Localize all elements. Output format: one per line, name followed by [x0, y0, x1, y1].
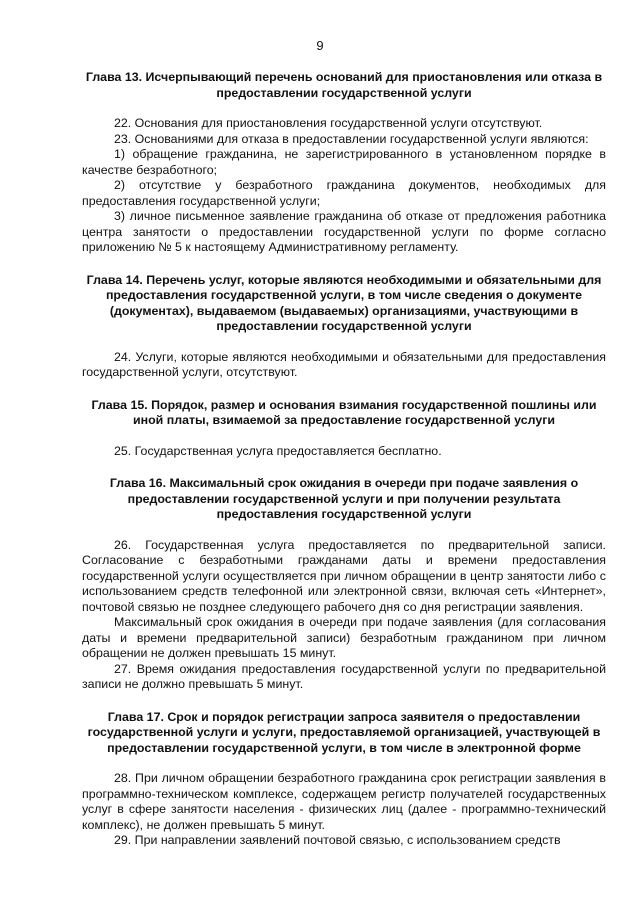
paragraph: 28. При личном обращении безработного гражданина срок регистрации заявления в программно-техническом комплексе, содержащем регистр получателей государственных услуг в сфере занятости населения - физических лиц (далее - программно-технический комплекс), не должен превышать 5 минут.	[82, 771, 606, 832]
paragraph: 22. Основания для приостановления государственной услуги отсутствуют.	[114, 116, 543, 130]
paragraph: Максимальный срок ожидания в очереди при подаче заявления (для согласования даты и времени предварительной записи) безработным гражданином при личном обращении не должен превышать 15 минут.	[82, 615, 606, 660]
chapter-heading: Глава 13. Исчерпывающий перечень оснований для приостановления или отказа в предоставлении государственной услуги	[85, 70, 603, 100]
paragraph: 24. Услуги, которые являются необходимыми и обязательными для предоставления государственной услуги, отсутствуют.	[82, 349, 606, 379]
chapter-heading: Глава 17. Срок и порядок регистрации запроса заявителя о предоставлении государственной услуги и услуги, предоставляемой организацией, участвующей в предоставлении государственной услуги, в том числе в электронной форме	[87, 709, 601, 755]
chapter-13	[82, 70, 606, 256]
paragraph: 25. Государственная услуга предоставляется бесплатно.	[114, 443, 442, 458]
page-number: 9	[316, 38, 324, 53]
paragraph: 23. Основаниями для отказа в предоставлении государственной услуги являются:	[114, 131, 589, 146]
paragraph: 1) обращение гражданина, не зарегистрированного в установленном порядке в качестве безработного;	[82, 147, 606, 177]
chapter-heading: Глава 15. Порядок, размер и основания взимания государственной пошлины или иной платы, взимаемой за предоставление государственной услуги	[91, 397, 597, 427]
paragraph: 29. При направлении заявлений почтовой связью, с использованием средств	[114, 833, 561, 847]
chapter-heading: Глава 16. Максимальный срок ожидания в очереди при подаче заявления о предоставлении государственной услуги и при получении результата предоставления государственной услуги	[109, 476, 579, 521]
chapter-16	[82, 476, 606, 693]
paragraph: 3) личное письменное заявление гражданина об отказе от предложения работника центра занятости о предоставлении государственной услуги по форме согласно приложению № 5 к настоящему Административному регламенту.	[82, 209, 606, 254]
document-body	[82, 70, 606, 849]
chapter-17	[82, 710, 606, 849]
chapter-15	[82, 398, 606, 460]
chapter-14	[82, 273, 606, 381]
paragraph: 27. Время ожидания предоставления государственной услуги по предварительной записи не должно превышать 5 минут.	[82, 661, 606, 691]
paragraph: 2) отсутствие у безработного гражданина документов, необходимых для предоставления государственной услуги;	[82, 178, 606, 208]
chapter-heading: Глава 14. Перечень услуг, которые являются необходимыми и обязательными для предоставления государственной услуги, в том числе сведения о документе (документах), выдаваемом (выдаваемых) организациями, участвующими в предоставлении государственной услуги	[86, 272, 602, 333]
paragraph: 26. Государственная услуга предоставляется по предварительной записи. Согласование с безработными гражданами даты и времени предоставления государственной услуги осуществляется при личном обращении в центр занятости либо с использованием средств телефонной или электронной связи, включая сеть «Интернет», почтовой связью не позднее следующего рабочего дня со дня регистрации заявления.	[82, 537, 606, 614]
